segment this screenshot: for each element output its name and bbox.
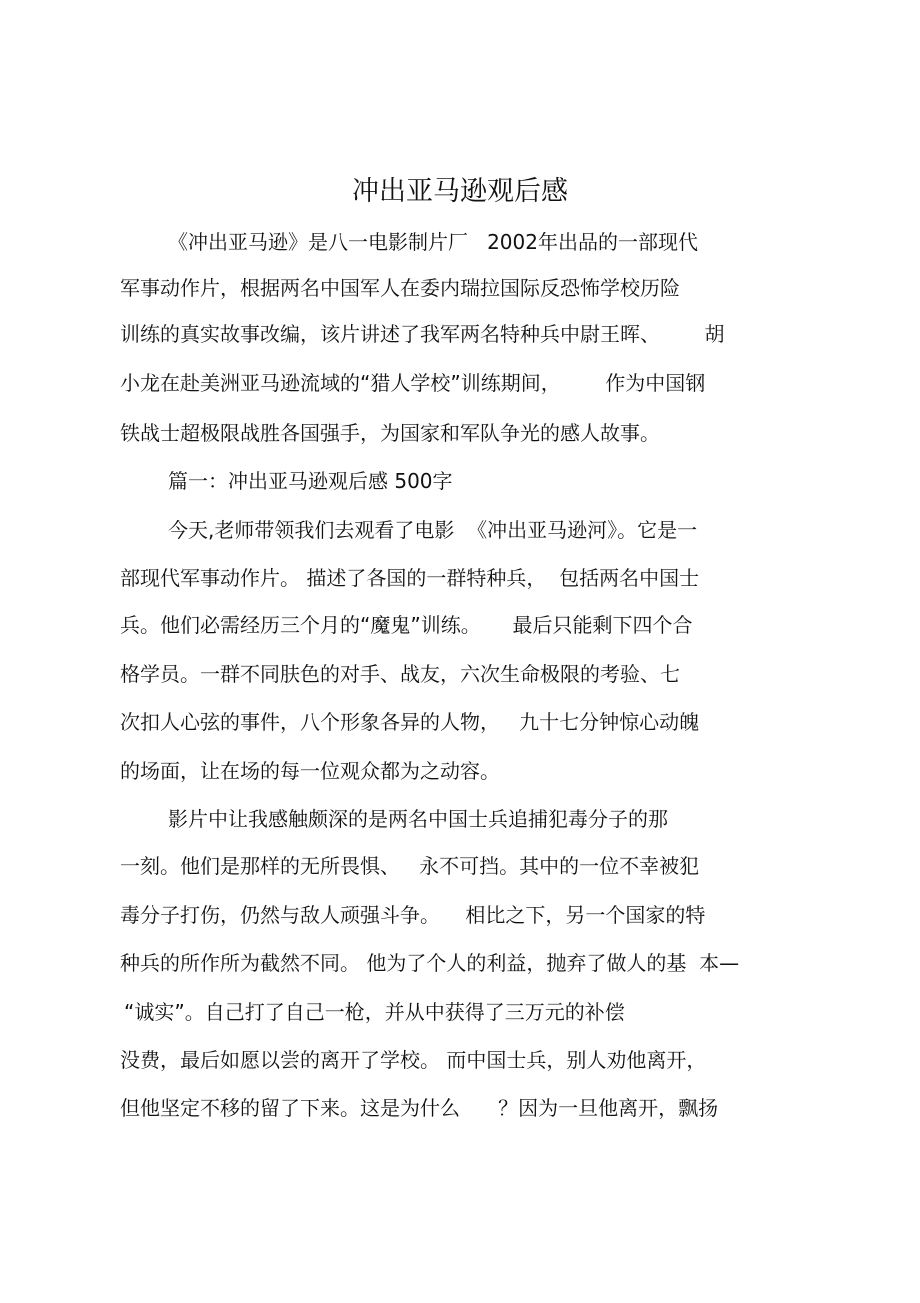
paragraph-line: 兵。他们必需经历三个月的“魔鬼”训练。 最后只能剩下四个合 [120, 613, 693, 637]
paragraph-line: 影片中让我感触颇深的是两名中国士兵追捕犯毒分子的那 [168, 807, 668, 831]
paragraph-line: 的场面，让在场的每一位观众都为之动容。 [120, 759, 500, 783]
paragraph-line: 铁战士超极限战胜各国强手，为国家和军队争光的感人故事。 [120, 421, 660, 445]
paragraph-line: “诚实”。自己打了自己一枪，并从中获得了三万元的补偿 [124, 1000, 625, 1024]
paragraph-line: 毒分子打伤，仍然与敌人顽强斗争。 相比之下，另一个国家的特 [120, 903, 706, 927]
paragraph-line: 但他坚定不移的留了下来。这是为什么 ？因为一旦他离开，飘扬 [120, 1096, 719, 1120]
document-title: 冲出亚马逊观后感 [352, 176, 568, 207]
paragraph-line: 格学员。一群不同肤色的对手、战友，六次生命极限的考验、七 [120, 662, 680, 686]
paragraph-line: 军事动作片，根据两名中国军人在委内瑞拉国际反恐怖学校历险 [120, 276, 680, 300]
paragraph-line: 次扣人心弦的事件，八个形象各异的人物， 九十七分钟惊心动魄 [120, 710, 700, 734]
paragraph-line: 种兵的所作所为截然不同。 他为了个人的利益，抛弃了做人的基 本— [120, 951, 740, 975]
section-heading: 篇一：冲出亚马逊观后感 500字 [168, 469, 453, 493]
paragraph-line: 一刻。他们是那样的无所畏惧、 永不可挡。其中的一位不幸被犯 [120, 854, 700, 878]
paragraph-line: 没费，最后如愿以尝的离开了学校。 而中国士兵，别人劝他离开， [120, 1048, 707, 1072]
paragraph-line: 今天,老师带领我们去观看了电影 《冲出亚马逊河》。它是一 [168, 518, 698, 542]
paragraph-line: 小龙在赴美洲亚马逊流域的“猎人学校”训练期间， 作为中国钢 [120, 371, 706, 395]
paragraph-line: 《冲出亚马逊》是八一电影制片厂 2002年出品的一部现代 [168, 230, 698, 254]
paragraph-line: 部现代军事动作片。 描述了各国的一群特种兵， 包括两名中国士 [120, 566, 700, 590]
paragraph-line: 训练的真实故事改编，该片讲述了我军两名特种兵中尉王晖、 胡 [120, 322, 725, 346]
